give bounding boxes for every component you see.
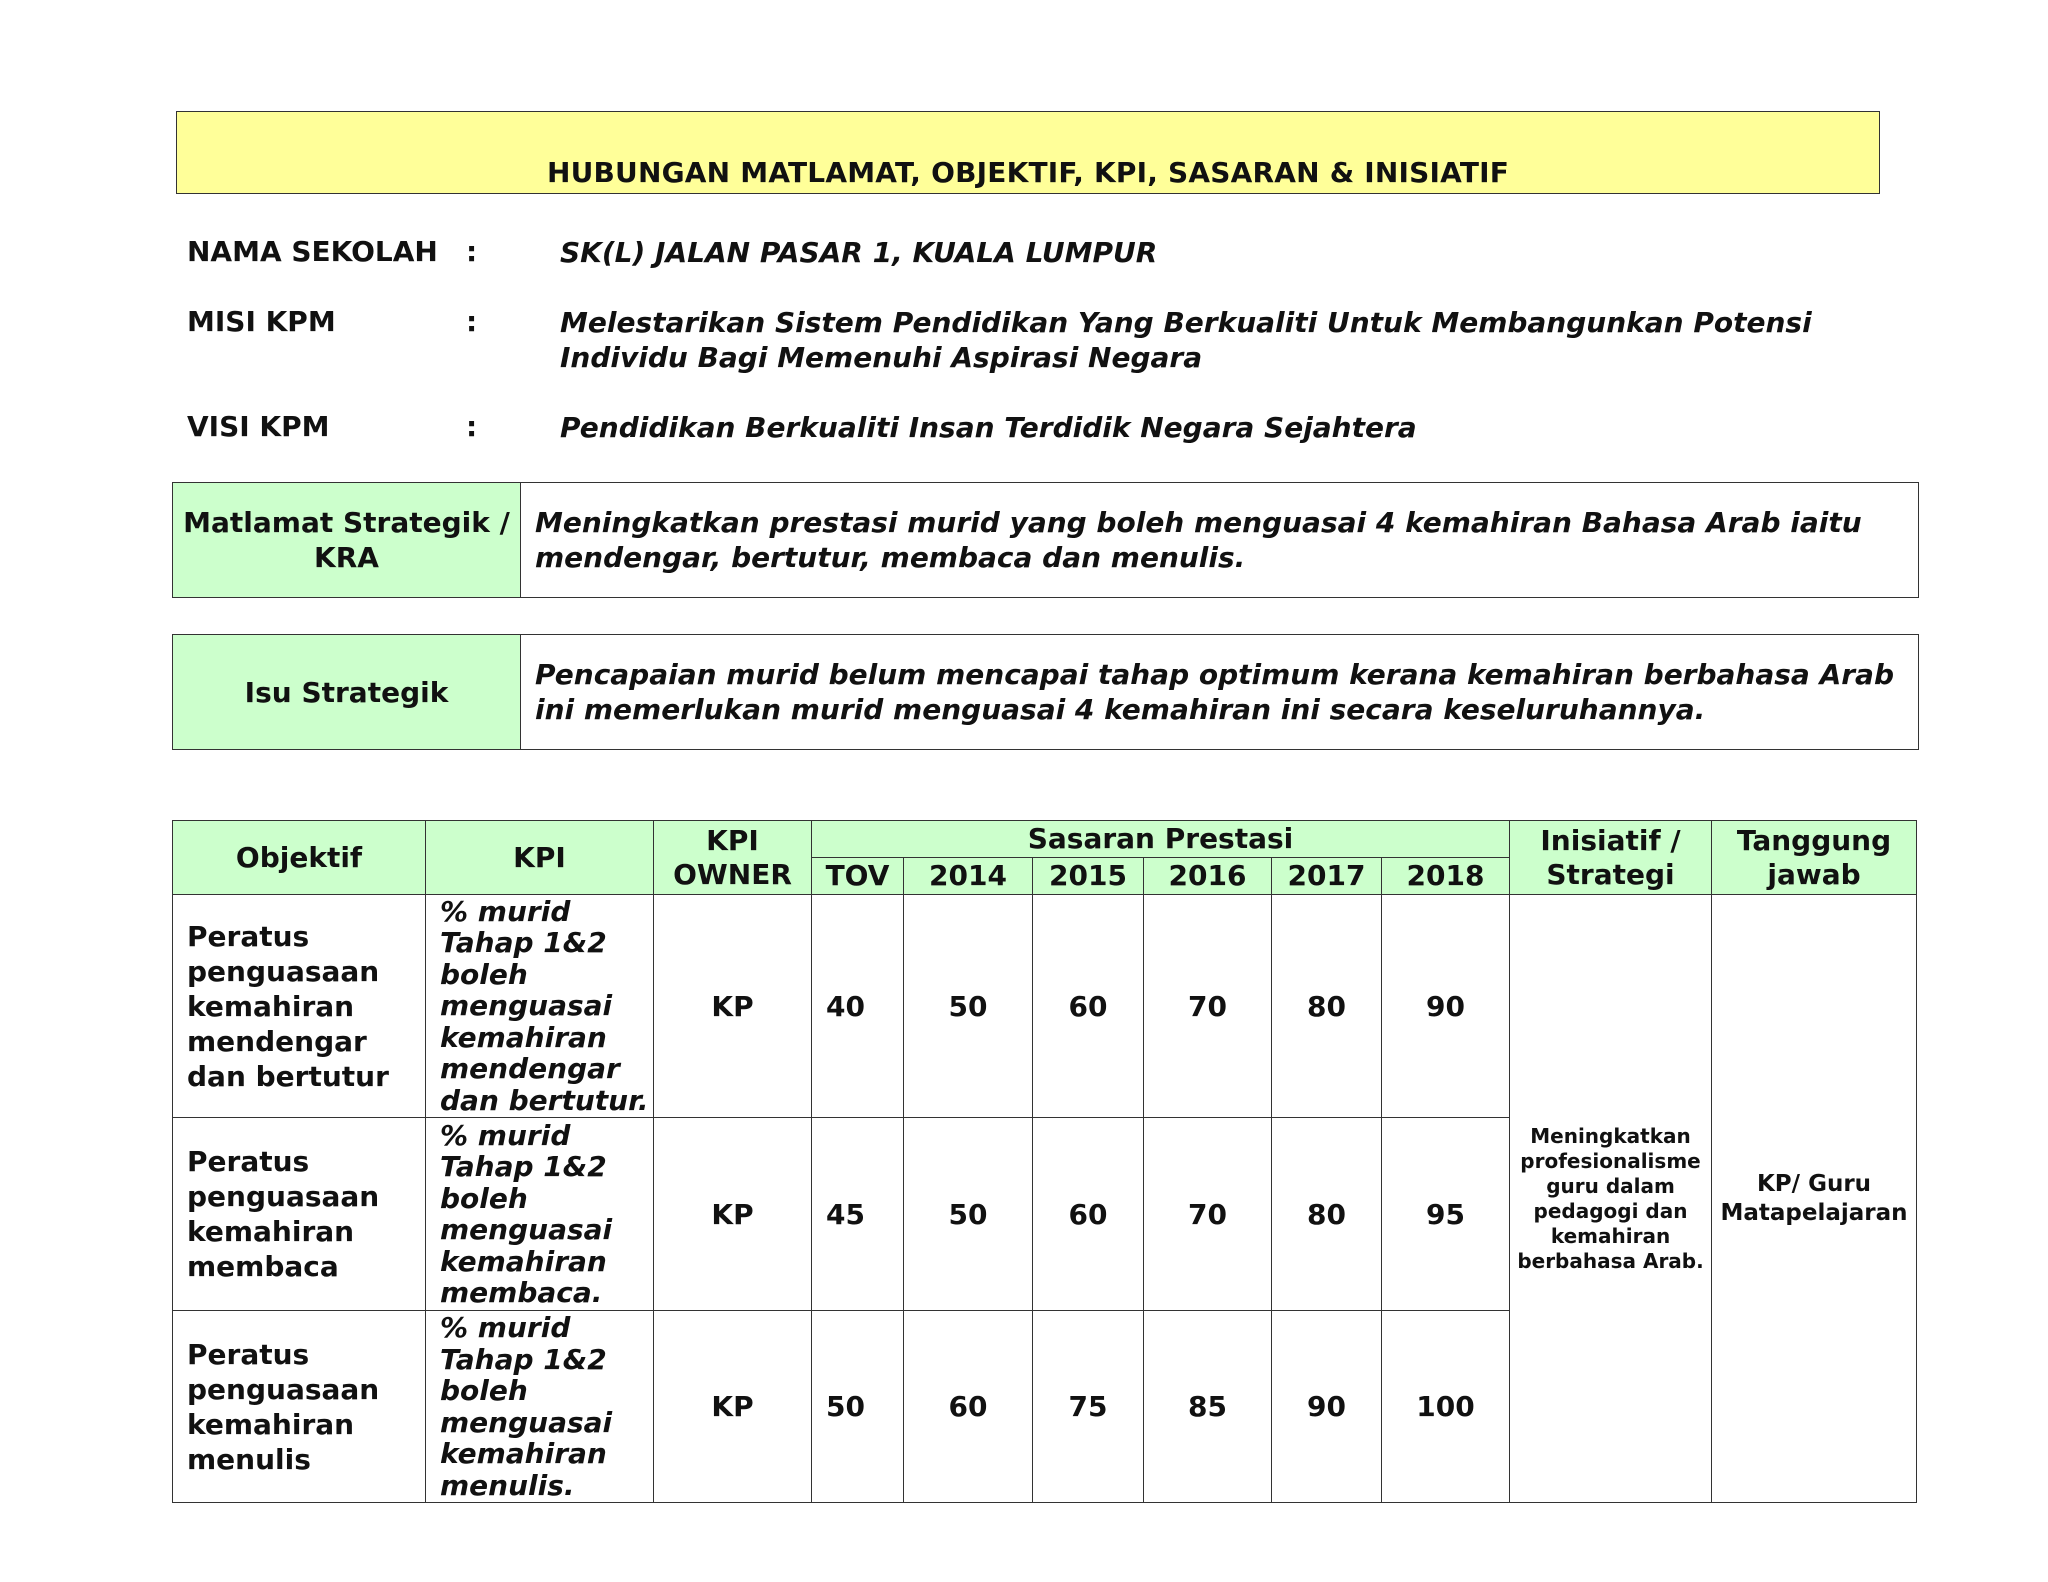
target-cell: 60: [1033, 895, 1144, 1118]
info-colon: :: [466, 410, 478, 443]
header-kpi-owner: KPI OWNER: [654, 821, 812, 895]
tov-cell: 45: [812, 1118, 904, 1311]
isu-label: Isu Strategik: [173, 635, 521, 750]
target-cell: 70: [1144, 895, 1272, 1118]
target-cell: 95: [1382, 1118, 1510, 1311]
header-year: 2017: [1272, 858, 1382, 895]
objektif-cell: Peratus penguasaan kemahiran membaca: [173, 1118, 426, 1311]
kpi-cell: % murid Tahap 1&2 boleh menguasai kemahiran mendengar dan bertutur.: [426, 895, 654, 1118]
target-cell: 75: [1033, 1311, 1144, 1503]
header-kpi: KPI: [426, 821, 654, 895]
kra-label: Matlamat Strategik / KRA: [173, 483, 521, 598]
target-cell: 60: [904, 1311, 1033, 1503]
objektif-cell: Peratus penguasaan kemahiran mendengar dan bertutur: [173, 895, 426, 1118]
target-cell: 100: [1382, 1311, 1510, 1503]
tov-cell: 50: [812, 1311, 904, 1503]
table-row: [173, 895, 1917, 1118]
header-year: 2016: [1144, 858, 1272, 895]
isu-box: [172, 634, 1919, 750]
target-cell: 60: [1033, 1118, 1144, 1311]
isu-value: Pencapaian murid belum mencapai tahap optimum kerana kemahiran berbahasa Arab ini memerlukan murid menguasai 4 kemahiran ini secara keseluruhannya.: [521, 635, 1919, 750]
target-cell: 90: [1382, 895, 1510, 1118]
kpi-cell: % murid Tahap 1&2 boleh menguasai kemahiran menulis.: [426, 1311, 654, 1503]
header-sasaran: Sasaran Prestasi: [812, 821, 1510, 858]
info-value: Melestarikan Sistem Pendidikan Yang Berkualiti Untuk Membangunkan Potensi Individu Bagi Memenuhi Aspirasi Negara: [560, 306, 1812, 374]
kpi-table: [172, 820, 1917, 1503]
target-cell: 90: [1272, 1311, 1382, 1503]
info-label: NAMA SEKOLAH: [187, 235, 438, 268]
tanggung-cell: KP/ Guru Matapelajaran: [1712, 895, 1917, 1503]
inisiatif-cell: Meningkatkan profesionalisme guru dalam pedagogi dan kemahiran berbahasa Arab.: [1510, 895, 1712, 1503]
owner-cell: KP: [654, 1311, 812, 1503]
target-cell: 80: [1272, 1118, 1382, 1311]
page-title: HUBUNGAN MATLAMAT, OBJEKTIF, KPI, SASARAN & INISIATIF: [546, 156, 1510, 189]
target-cell: 50: [904, 895, 1033, 1118]
header-objektif: Objektif: [173, 821, 426, 895]
header-year: 2018: [1382, 858, 1510, 895]
header-year: 2014: [904, 858, 1033, 895]
kra-value: Meningkatkan prestasi murid yang boleh menguasai 4 kemahiran Bahasa Arab iaitu mendengar, bertutur, membaca dan menulis.: [521, 483, 1919, 598]
kra-box: [172, 482, 1919, 598]
info-label: MISI KPM: [187, 305, 336, 338]
owner-cell: KP: [654, 895, 812, 1118]
info-colon: :: [466, 235, 478, 268]
info-colon: :: [466, 305, 478, 338]
tov-cell: 40: [812, 895, 904, 1118]
info-value: SK(L) JALAN PASAR 1, KUALA LUMPUR: [560, 236, 1158, 269]
header-inisiatif: Inisiatif / Strategi: [1510, 821, 1712, 895]
header-year: TOV: [812, 858, 904, 895]
header-tanggung: Tanggung jawab: [1712, 821, 1917, 895]
info-value: Pendidikan Berkualiti Insan Terdidik Negara Sejahtera: [560, 411, 1417, 444]
objektif-cell: Peratus penguasaan kemahiran menulis: [173, 1311, 426, 1503]
owner-cell: KP: [654, 1118, 812, 1311]
target-cell: 50: [904, 1118, 1033, 1311]
target-cell: 70: [1144, 1118, 1272, 1311]
target-cell: 85: [1144, 1311, 1272, 1503]
header-year: 2015: [1033, 858, 1144, 895]
title-banner: [176, 111, 1880, 194]
info-label: VISI KPM: [187, 410, 330, 443]
kpi-cell: % murid Tahap 1&2 boleh menguasai kemahiran membaca.: [426, 1118, 654, 1311]
target-cell: 80: [1272, 895, 1382, 1118]
